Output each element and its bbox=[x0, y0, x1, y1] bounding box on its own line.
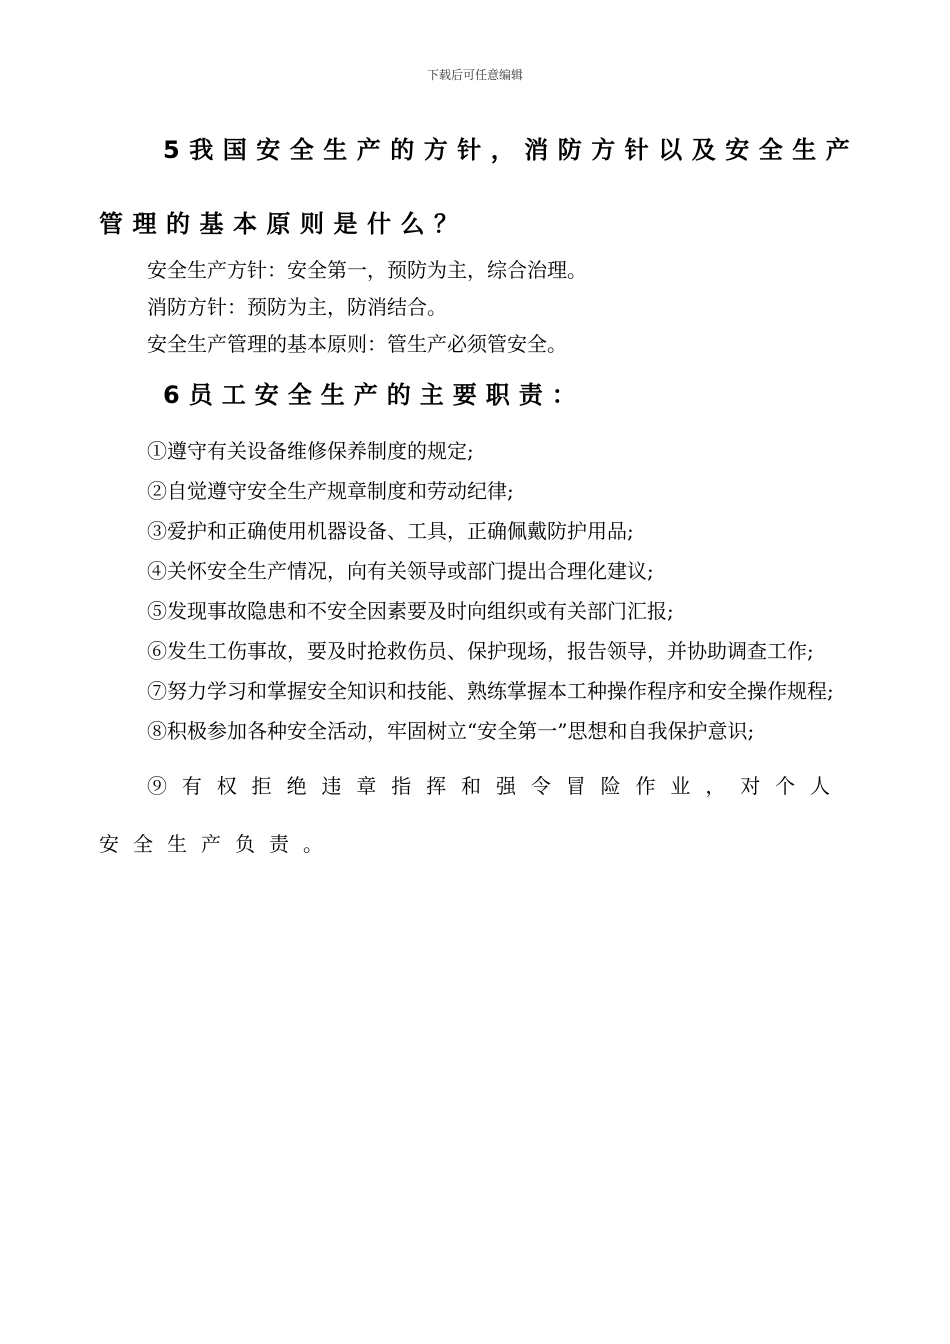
page-header: 下载后可任意编辑 bbox=[426, 68, 523, 82]
duty-item: ⑧积极参加各种安全活动，牢固树立“安全第一”思想和自我保护意识; bbox=[147, 719, 755, 743]
question-5-answers bbox=[99, 252, 844, 363]
duty-item: ④关怀安全生产情况，向有关领导或部门提出合理化建议; bbox=[147, 559, 654, 583]
answer-label: 安全生产方针： bbox=[147, 258, 287, 282]
question-5-title-line-1: 5我国安全生产的方针，消防方针以及安全生产 bbox=[163, 136, 860, 164]
answer-fire-policy bbox=[99, 289, 844, 326]
answer-value: 安全第一，预防为主，综合治理。 bbox=[287, 258, 587, 282]
duty-list bbox=[99, 431, 844, 873]
duty-item: ②自觉遵守安全生产规章制度和劳动纪律; bbox=[147, 479, 514, 503]
duty-item: ③爱护和正确使用机器设备、工具，正确佩戴防护用品; bbox=[147, 519, 634, 543]
duty-item: ①遵守有关设备维修保养制度的规定; bbox=[147, 439, 474, 463]
duty-item: ⑤发现事故隐患和不安全因素要及时向组织或有关部门汇报; bbox=[147, 599, 674, 623]
question-6-title: 6员工安全生产的主要职责： bbox=[163, 381, 585, 409]
answer-value: 预防为主，防消结合。 bbox=[247, 295, 447, 319]
document-body bbox=[99, 130, 860, 893]
answer-label: 消防方针： bbox=[147, 295, 247, 319]
answer-management-principle bbox=[99, 326, 844, 363]
answer-label: 安全生产管理的基本原则： bbox=[147, 332, 387, 356]
answer-safety-policy bbox=[99, 252, 844, 289]
duty-item: ⑥发生工伤事故，要及时抢救伤员、保护现场，报告领导，并协助调查工作; bbox=[147, 639, 814, 663]
duty-item: ⑨有权拒绝违章指挥和强令冒险作业，对个人安全生产负责。 bbox=[99, 774, 844, 856]
answer-value: 管生产必须管安全。 bbox=[387, 332, 567, 356]
duty-item: ⑦努力学习和掌握安全知识和技能、熟练掌握本工种操作程序和安全操作规程; bbox=[147, 679, 834, 703]
question-5-title-line-2: 管理的基本原则是什么？ bbox=[99, 210, 468, 238]
